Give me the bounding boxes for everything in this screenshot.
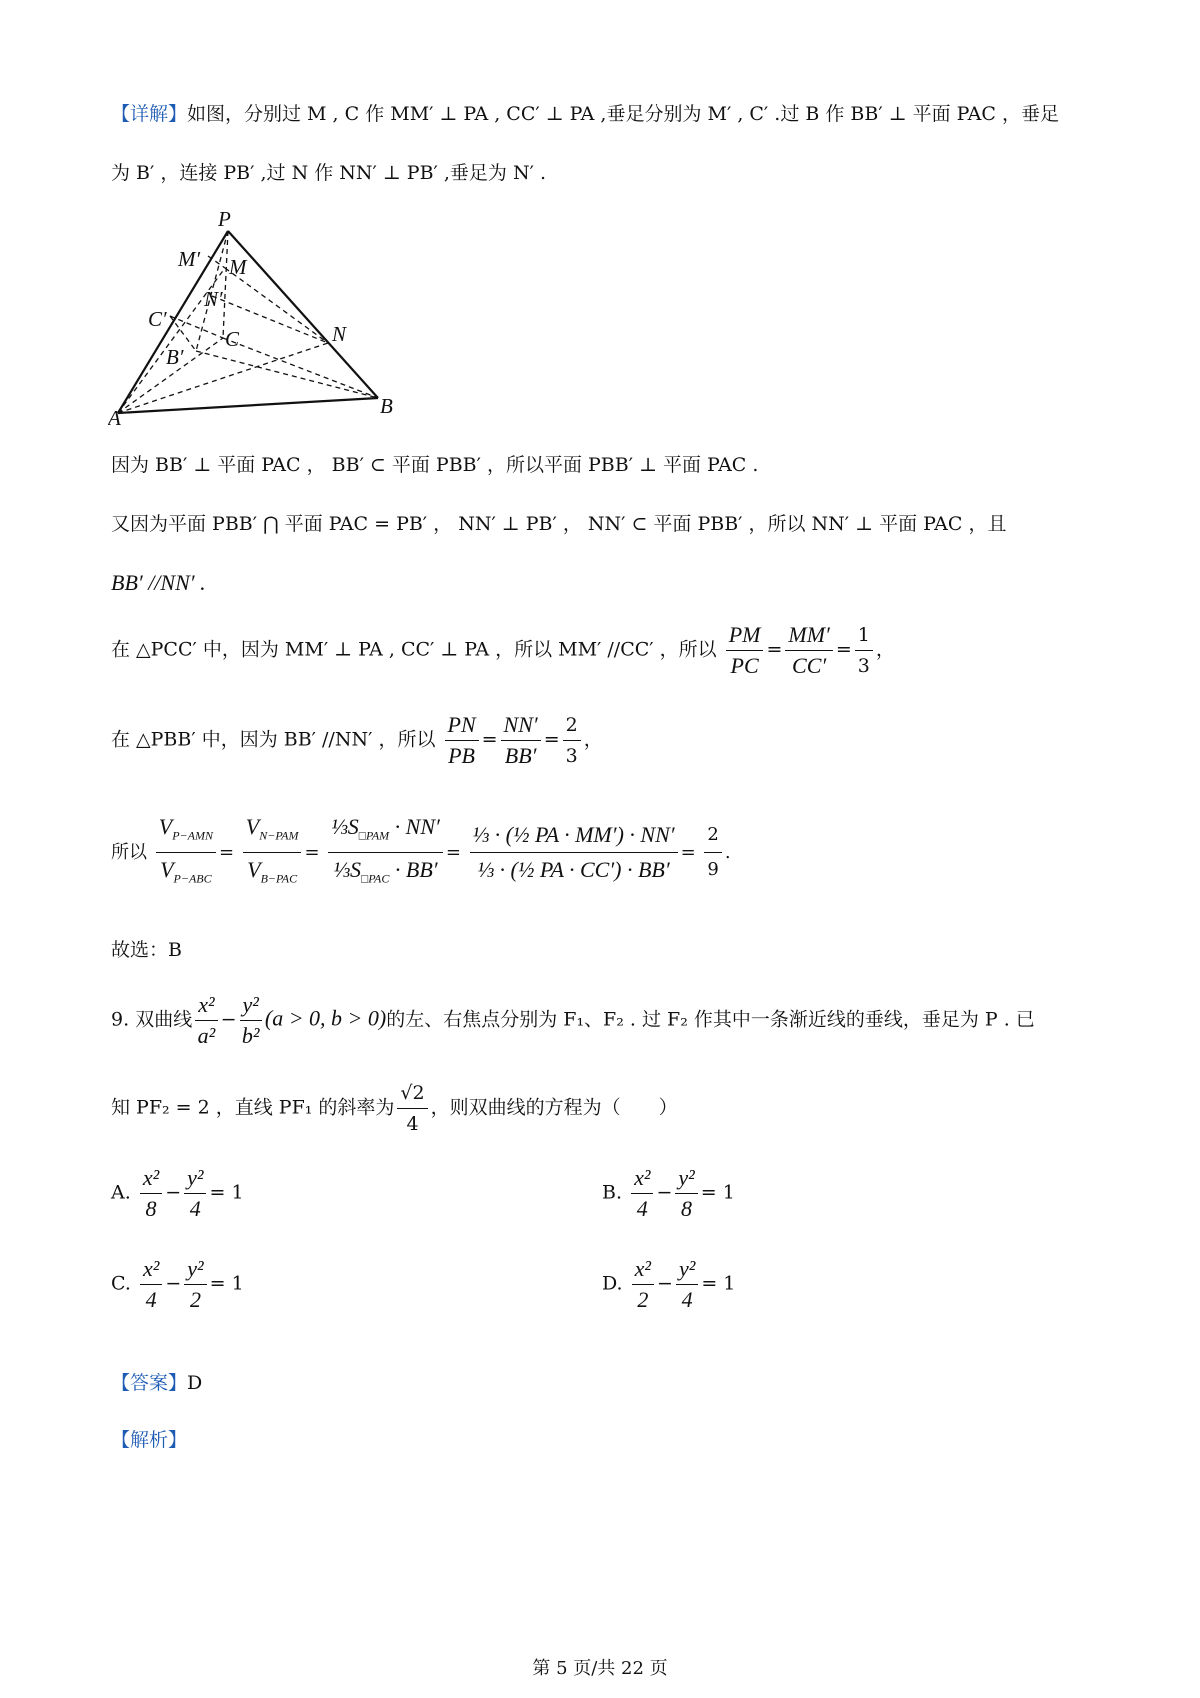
option-label: B. [602,1181,623,1204]
label-C: C [225,327,240,351]
frac-den: PC [730,653,759,678]
option-frac-x [140,1163,162,1224]
frac-den: 3 [857,655,870,677]
label-Nprime: N′ [204,287,223,311]
question-line-1 [111,990,1089,1051]
option-a[interactable] [111,1163,244,1224]
frac-num: 1 [855,620,873,651]
option-label: A. [111,1181,131,1204]
reason-text-4: 在 △PCC′ 中，因为 MM′ ⊥ PA , CC′ ⊥ PA ，所以 MM′ //CC′ ，所以 [111,638,717,661]
label-Mprime: M′ [178,247,201,271]
detail-line-1 [111,99,1089,129]
area-symbol: ⅓S [331,814,359,839]
equals: = [304,841,320,863]
frac-num: 2 [563,710,581,741]
detail-text-2: 为 B′ ，连接 PB′ ,过 N 作 NN′ ⊥ PB′ ,垂足为 N′ . [111,162,546,184]
page-number: 第 5 页/共 22 页 [532,1658,668,1679]
detail-tag: 【详解】 [111,103,188,125]
seg-BBprime [196,351,378,398]
equals: = [445,841,461,863]
figure-labels [108,208,393,430]
choice-text: 故选：B [111,939,182,961]
frac-num: y² [675,1163,697,1194]
equals: = [481,728,498,751]
frac-num: ⅓ · (½ PA · MM′) · NN′ [470,818,678,853]
fraction-volume-ratio-1 [156,810,216,896]
frac-num: x² [195,990,217,1021]
label-M: M [229,255,247,279]
option-label: C. [111,1272,131,1295]
detail-line-2 [111,158,1089,188]
frac-num: PN [445,710,479,741]
reason-line-1 [111,450,1089,480]
frac-den: a² [197,1023,216,1048]
reason-text-2: 又因为平面 PBB′ ⋂ 平面 PAC = PB′ ， NN′ ⊥ PB′ ， NN′ ⊂ 平面 PBB′ ，所以 NN′ ⊥ 平面 PAC ，且 [111,513,1007,535]
answer-tag: 【答案】 [111,1372,188,1394]
option-frac-y [184,1254,206,1315]
label-P: P [218,208,231,231]
frac-den: 2 [637,1287,649,1312]
minus-sign: − [220,1008,237,1031]
frac-den: 4 [189,1196,201,1221]
option-b[interactable] [602,1163,735,1224]
frac-den: 8 [681,1196,693,1221]
page-footer [0,1654,1200,1680]
edge-MN [225,268,328,343]
option-frac-x [140,1254,162,1315]
edge-PB [228,231,378,398]
v-subscript: N−PAM [259,828,299,843]
detail-text-1: 如图，分别过 M , C 作 MM′ ⊥ PA , CC′ ⊥ PA ,垂足分别为 M′ , C′ .过 B 作 BB′ ⊥ 平面 PAC ，垂足 [187,103,1059,125]
equals: = [680,841,696,863]
frac-den: 3 [565,745,578,767]
choice-line [111,935,1089,965]
frac-den [156,853,216,895]
frac-den: 4 [145,1287,157,1312]
label-Bprime: B′ [166,345,184,369]
frac-den: b² [241,1023,260,1048]
reason-line-4 [111,620,1089,681]
question-text-a: 双曲线 [135,1008,193,1031]
fraction-x2-a2 [195,990,217,1051]
frac-num: 2 [704,818,721,853]
analysis-tag: 【解析】 [111,1429,188,1451]
v-subscript: P−ABC [173,871,212,886]
v-subscript: P−AMN [172,828,213,843]
fraction-NN-BB [501,710,541,771]
frac-den: 4 [681,1287,693,1312]
reason-text-3: BB′ //NN′ . [111,570,206,595]
fraction-MM-CC [785,620,832,681]
height-term: · NN′ [394,814,440,839]
seg-MMprime [208,256,225,268]
analysis-line [111,1425,1089,1455]
minus-sign: − [165,1272,182,1295]
equals: = [835,638,852,661]
frac-den: 8 [145,1196,157,1221]
reason-text-5: 在 △PBB′ 中，因为 BB′ //NN′ ，所以 [111,728,436,751]
reason-text-1: 因为 BB′ ⊥ 平面 PAC ， BB′ ⊂ 平面 PBB′ ，所以平面 PBB′ ⊥ 平面 PAC . [111,454,759,476]
frac-den: 2 [189,1287,201,1312]
area-symbol: ⅓S [333,857,361,883]
option-frac-y [184,1163,206,1224]
fraction-two-thirds [563,710,581,771]
label-Cprime: C′ [148,307,167,331]
option-frac-x [631,1163,653,1224]
v-symbol: V [158,814,173,839]
comma: ， [875,638,895,661]
question-text-b: 的左、右焦点分别为 F₁、F₂ . 过 F₂ 作其中一条渐近线的垂线，垂足为 P . 已 [386,1008,1035,1031]
question-text-d: ，则双曲线的方程为（ ） [430,1096,678,1119]
reason-line-6 [111,810,1089,896]
period: . [724,841,731,863]
frac-num: x² [140,1163,162,1194]
frac-num: MM′ [785,620,832,651]
v-symbol: V [245,814,260,839]
option-frac-y [676,1254,698,1315]
label-N: N [332,322,347,346]
option-frac-y [675,1163,697,1224]
area-subscript: □PAC [361,871,390,886]
fraction-volume-ratio-4 [470,818,678,887]
reason-text-6: 所以 [111,841,147,863]
comma: ， [583,728,603,751]
fraction-y2-b2 [240,990,262,1051]
equals-one: = 1 [700,1181,735,1204]
option-frac-x [632,1254,654,1315]
fraction-PN-PB [445,710,479,771]
equals: = [766,638,783,661]
option-d[interactable] [602,1254,735,1315]
frac-den: CC′ [792,653,827,678]
answer-value: D [187,1372,203,1394]
fraction-one-third [855,620,873,681]
frac-num: x² [632,1254,654,1285]
edge-CB [223,338,378,398]
v-symbol: V [160,857,174,883]
frac-den: 9 [707,859,719,881]
frac-den: ⅓ · (½ PA · CC′) · BB′ [477,857,670,883]
frac-num: x² [140,1254,162,1285]
height-term: · BB′ [394,857,438,883]
frac-num: y² [676,1254,698,1285]
fraction-volume-ratio-3 [328,810,443,896]
reason-line-3 [111,568,1089,599]
reason-line-2 [111,509,1089,539]
equals-one: = 1 [209,1272,244,1295]
fraction-PM-PC [726,620,764,681]
answer-line [111,1368,1089,1398]
area-subscript: □PAM [358,828,390,843]
frac-num [328,810,443,853]
frac-num: y² [240,990,262,1021]
equals: = [218,841,235,863]
equals: = [543,728,560,751]
condition: (a > 0, b > 0) [264,1005,387,1031]
frac-num: NN′ [501,710,541,741]
minus-sign: − [165,1181,182,1204]
frac-num [156,810,216,853]
question-line-2 [111,1078,1089,1139]
tetrahedron-figure [108,208,428,458]
label-B: B [380,394,393,418]
equals-one: = 1 [209,1181,244,1204]
edge-AB [118,398,378,413]
question-number: 9. [111,1008,130,1031]
label-A: A [108,406,121,430]
frac-num: y² [184,1254,206,1285]
v-subscript: B−PAC [260,871,298,886]
frac-num: y² [184,1163,206,1194]
frac-num: √2 [397,1078,427,1109]
frac-den: 4 [406,1113,419,1135]
frac-den: PB [448,743,475,768]
option-label: D. [602,1272,623,1295]
v-symbol: V [247,857,261,883]
equals-one: = 1 [701,1272,736,1295]
frac-den [243,853,302,895]
minus-sign: − [657,1272,673,1295]
frac-den [328,853,443,895]
option-c[interactable] [111,1254,244,1315]
reason-line-5 [111,710,1089,771]
minus-sign: − [656,1181,673,1204]
question-text-c: 知 PF₂ = 2 ，直线 PF₁ 的斜率为 [111,1096,395,1119]
frac-num: PM [726,620,764,651]
fraction-slope [397,1078,427,1139]
fraction-two-ninths [704,818,721,887]
frac-den: 4 [636,1196,648,1221]
frac-num: x² [631,1163,653,1194]
frac-num [243,810,302,853]
fraction-volume-ratio-2 [243,810,302,896]
edge-PC [223,231,228,338]
frac-den: BB′ [504,743,537,768]
